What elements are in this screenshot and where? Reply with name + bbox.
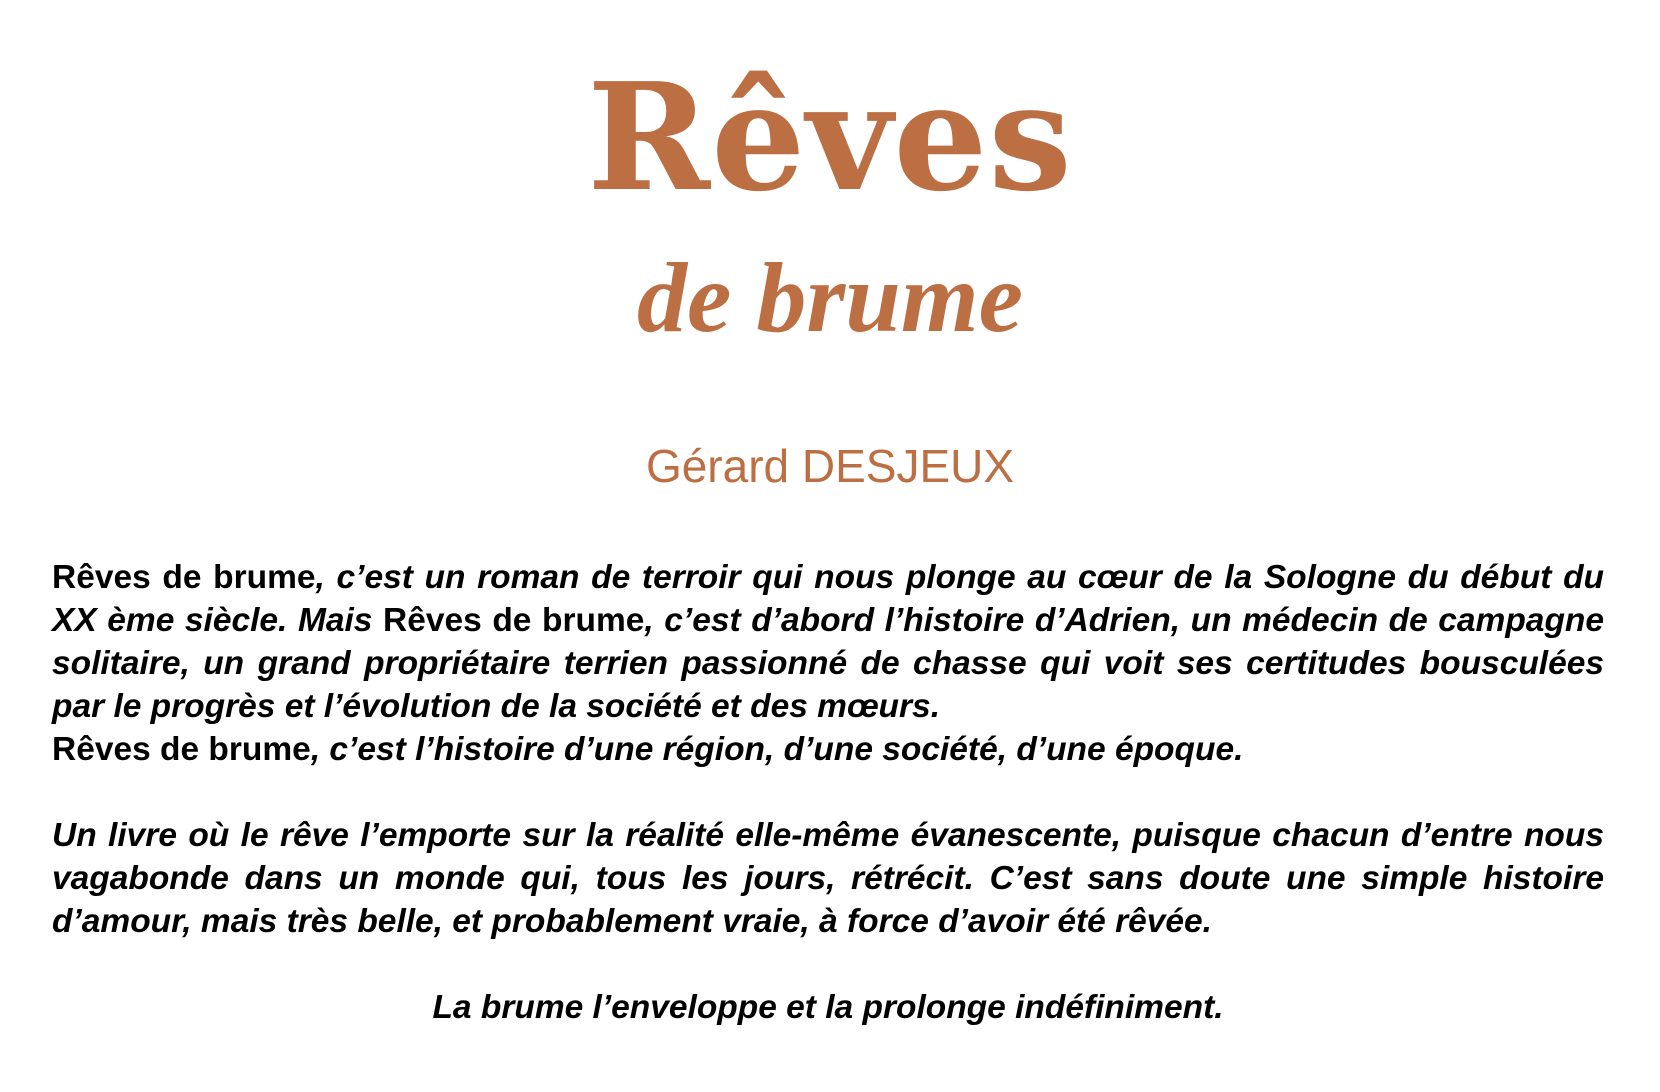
author-name: Gérard DESJEUX xyxy=(645,440,1015,492)
paragraph-text: , c’est un roman de terroir qui nous plonge au cœur de la Sologne du début du XX ème siècle. Mais xyxy=(52,559,1604,639)
book-title-mention: Rêves de brume xyxy=(383,602,645,639)
book-title: Rêves xyxy=(587,50,1073,224)
synopsis-paragraph-1 xyxy=(52,556,1604,771)
synopsis xyxy=(52,556,1604,1029)
paragraph-text: , c’est d’abord l’histoire d’Adrien, un médecin de campagne solitaire, un grand propriétaire terrien passionné de chasse qui voit ses certitudes bousculées par le progrès et l’évolution de la société et des mœurs. xyxy=(52,602,1605,725)
synopsis-paragraph-2: Un livre où le rêve l’emporte sur la réalité elle-même évanescente, puisque chacun d’entre nous vagabonde dans un monde qui, tous les jours, rétrécit. C’est sans doute une simple histoire d’amour, mais très belle, et probablement vraie, à force d’avoir été rêvée. xyxy=(52,817,1604,940)
book-title-mention: Rêves de brume xyxy=(52,731,311,768)
paragraph-text: , c’est l’histoire d’une région, d’une société, d’une époque. xyxy=(310,731,1244,768)
book-subtitle: de brume xyxy=(636,242,1024,353)
book-title-mention: Rêves de brume xyxy=(52,559,316,596)
closing-line: La brume l’enveloppe et la prolonge indéfiniment. xyxy=(432,989,1224,1026)
